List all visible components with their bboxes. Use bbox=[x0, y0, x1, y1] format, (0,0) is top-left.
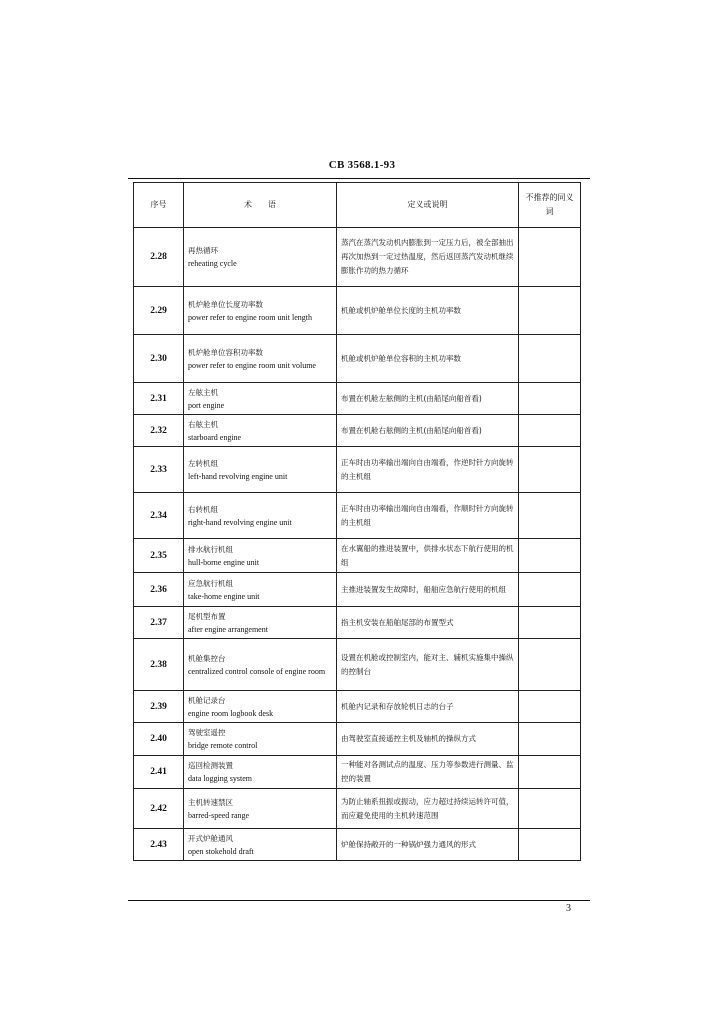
term-number: 2.34 bbox=[134, 493, 184, 539]
not-recommended-synonym bbox=[519, 573, 581, 607]
term-chinese: 左转机组 bbox=[188, 458, 218, 468]
term-definition: 主推进装置发生故障时，船舶应急航行使用的机组 bbox=[337, 573, 519, 607]
table-row bbox=[134, 691, 581, 723]
term-cell bbox=[184, 383, 337, 415]
not-recommended-synonym bbox=[519, 415, 581, 447]
term-cell bbox=[184, 756, 337, 789]
term-cell bbox=[184, 573, 337, 607]
term-english: take-home engine unit bbox=[188, 591, 260, 601]
term-english: power refer to engine room unit length bbox=[188, 312, 312, 322]
term-definition: 蒸汽在蒸汽发动机内膨胀到一定压力后，被全部抽出再次加热到一定过热温度，然后返回蒸汽发动机继续膨胀作功的热力循环 bbox=[337, 228, 519, 287]
term-chinese: 机舱记录台 bbox=[188, 695, 226, 705]
term-english: data logging system bbox=[188, 774, 252, 783]
not-recommended-synonym bbox=[519, 228, 581, 287]
term-english: hull-borne engine unit bbox=[188, 557, 260, 567]
terms-table bbox=[133, 182, 581, 861]
bottom-rule bbox=[128, 900, 590, 901]
term-english: power refer to engine room unit volume bbox=[188, 360, 316, 370]
not-recommended-synonym bbox=[519, 691, 581, 723]
term-chinese: 主机转速禁区 bbox=[188, 797, 233, 807]
term-english: bridge remote control bbox=[188, 741, 258, 750]
term-definition: 设置在机舱或控制室内，能对主、辅机实施集中操纵的控制台 bbox=[337, 639, 519, 691]
not-recommended-synonym bbox=[519, 756, 581, 789]
term-english: after engine arrangement bbox=[188, 624, 268, 634]
term-definition: 由驾驶室直接遥控主机及轴机的操纵方式 bbox=[337, 723, 519, 756]
term-english: barred-speed range bbox=[188, 810, 250, 820]
term-cell bbox=[184, 415, 337, 447]
term-number: 2.37 bbox=[134, 607, 184, 639]
term-english: left-hand revolving engine unit bbox=[188, 471, 288, 481]
page-number: 3 bbox=[566, 903, 571, 914]
not-recommended-synonym bbox=[519, 607, 581, 639]
table-row bbox=[134, 723, 581, 756]
term-english: right-hand revolving engine unit bbox=[188, 517, 292, 527]
not-recommended-synonym bbox=[519, 335, 581, 383]
not-recommended-synonym bbox=[519, 639, 581, 691]
term-cell bbox=[184, 335, 337, 383]
term-chinese: 巡回检测装置 bbox=[188, 761, 233, 770]
term-chinese: 右转机组 bbox=[188, 504, 218, 514]
term-chinese: 应急航行机组 bbox=[188, 578, 233, 588]
term-definition: 布置在机舱右舷侧的主机(由船尾向船首看) bbox=[337, 415, 519, 447]
standard-code-header: CB 3568.1-93 bbox=[328, 159, 396, 171]
term-english: port engine bbox=[188, 400, 225, 410]
term-number: 2.33 bbox=[134, 447, 184, 493]
table-row bbox=[134, 228, 581, 287]
term-definition: 为防止轴系扭振或振动，应力超过持续运转许可值，而应避免使用的主机转速范围 bbox=[337, 789, 519, 829]
term-cell bbox=[184, 691, 337, 723]
table-row bbox=[134, 789, 581, 829]
term-cell bbox=[184, 539, 337, 573]
term-definition: 机舱内记录和存放轮机日志的台子 bbox=[337, 691, 519, 723]
not-recommended-synonym bbox=[519, 493, 581, 539]
term-cell bbox=[184, 723, 337, 756]
table-row bbox=[134, 493, 581, 539]
term-number: 2.28 bbox=[134, 228, 184, 287]
table-header-row bbox=[134, 183, 581, 228]
term-english: reheating cycle bbox=[188, 259, 237, 268]
table-row bbox=[134, 415, 581, 447]
term-chinese: 左舷主机 bbox=[188, 387, 218, 397]
term-chinese: 驾驶室遥控 bbox=[188, 728, 226, 737]
term-english: open stokehold draft bbox=[188, 846, 254, 856]
term-english: engine room logbook desk bbox=[188, 708, 274, 718]
term-definition: 机舱或机炉舱单位长度的主机功率数 bbox=[337, 287, 519, 335]
not-recommended-synonym bbox=[519, 383, 581, 415]
term-number: 2.41 bbox=[134, 756, 184, 789]
term-number: 2.42 bbox=[134, 789, 184, 829]
column-header-term: 术 语 bbox=[184, 183, 337, 228]
column-header-not-recommended: 不推荐的同义词 bbox=[519, 183, 581, 228]
term-definition: 正车时由功率输出端向自由端看，作顺时针方向旋转的主机组 bbox=[337, 493, 519, 539]
term-number: 2.29 bbox=[134, 287, 184, 335]
term-number: 2.30 bbox=[134, 335, 184, 383]
term-cell bbox=[184, 789, 337, 829]
term-chinese: 机炉舱单位长度功率数 bbox=[188, 299, 263, 309]
table-row bbox=[134, 756, 581, 789]
term-chinese: 排水航行机组 bbox=[188, 544, 233, 554]
term-number: 2.35 bbox=[134, 539, 184, 573]
not-recommended-synonym bbox=[519, 829, 581, 861]
term-english: centralized control console of engine room bbox=[188, 666, 326, 676]
term-definition: 机舱或机炉舱单位容积的主机功率数 bbox=[337, 335, 519, 383]
term-definition: 在水翼船的推进装置中，供排水状态下航行使用的机组 bbox=[337, 539, 519, 573]
term-number: 2.38 bbox=[134, 639, 184, 691]
not-recommended-synonym bbox=[519, 539, 581, 573]
term-definition: 正车时由功率输出端向自由端看，作逆时针方向旋转的主机组 bbox=[337, 447, 519, 493]
table-row bbox=[134, 829, 581, 861]
term-number: 2.40 bbox=[134, 723, 184, 756]
term-number: 2.32 bbox=[134, 415, 184, 447]
term-chinese: 尾机型布置 bbox=[188, 611, 226, 621]
not-recommended-synonym bbox=[519, 789, 581, 829]
term-cell bbox=[184, 287, 337, 335]
term-english: starboard engine bbox=[188, 432, 242, 442]
term-number: 2.43 bbox=[134, 829, 184, 861]
not-recommended-synonym bbox=[519, 723, 581, 756]
table-row bbox=[134, 447, 581, 493]
table-row bbox=[134, 335, 581, 383]
header-rule bbox=[128, 178, 590, 179]
term-chinese: 右舷主机 bbox=[188, 419, 218, 429]
term-chinese: 再热循环 bbox=[188, 246, 218, 255]
table-row bbox=[134, 383, 581, 415]
table-row bbox=[134, 539, 581, 573]
term-definition: 一种能对各测试点的温度、压力等参数进行测量、监控的装置 bbox=[337, 756, 519, 789]
not-recommended-synonym bbox=[519, 287, 581, 335]
table-row bbox=[134, 639, 581, 691]
term-chinese: 开式炉舱通风 bbox=[188, 833, 233, 843]
term-cell bbox=[184, 829, 337, 861]
column-header-number: 序号 bbox=[134, 183, 184, 228]
term-cell bbox=[184, 607, 337, 639]
term-definition: 炉舱保持敞开的一种锅炉强力通风的形式 bbox=[337, 829, 519, 861]
column-header-definition: 定义或说明 bbox=[337, 183, 519, 228]
term-number: 2.36 bbox=[134, 573, 184, 607]
term-chinese: 机舱集控台 bbox=[188, 653, 226, 663]
table-row bbox=[134, 573, 581, 607]
table-row bbox=[134, 287, 581, 335]
term-definition: 指主机安装在船舶尾部的布置型式 bbox=[337, 607, 519, 639]
term-number: 2.31 bbox=[134, 383, 184, 415]
term-cell bbox=[184, 228, 337, 287]
table-row bbox=[134, 607, 581, 639]
not-recommended-synonym bbox=[519, 447, 581, 493]
term-chinese: 机炉舱单位容积功率数 bbox=[188, 347, 263, 357]
term-cell bbox=[184, 639, 337, 691]
term-cell bbox=[184, 493, 337, 539]
term-definition: 布置在机舱左舷侧的主机(由船尾向船首看) bbox=[337, 383, 519, 415]
term-cell bbox=[184, 447, 337, 493]
term-number: 2.39 bbox=[134, 691, 184, 723]
